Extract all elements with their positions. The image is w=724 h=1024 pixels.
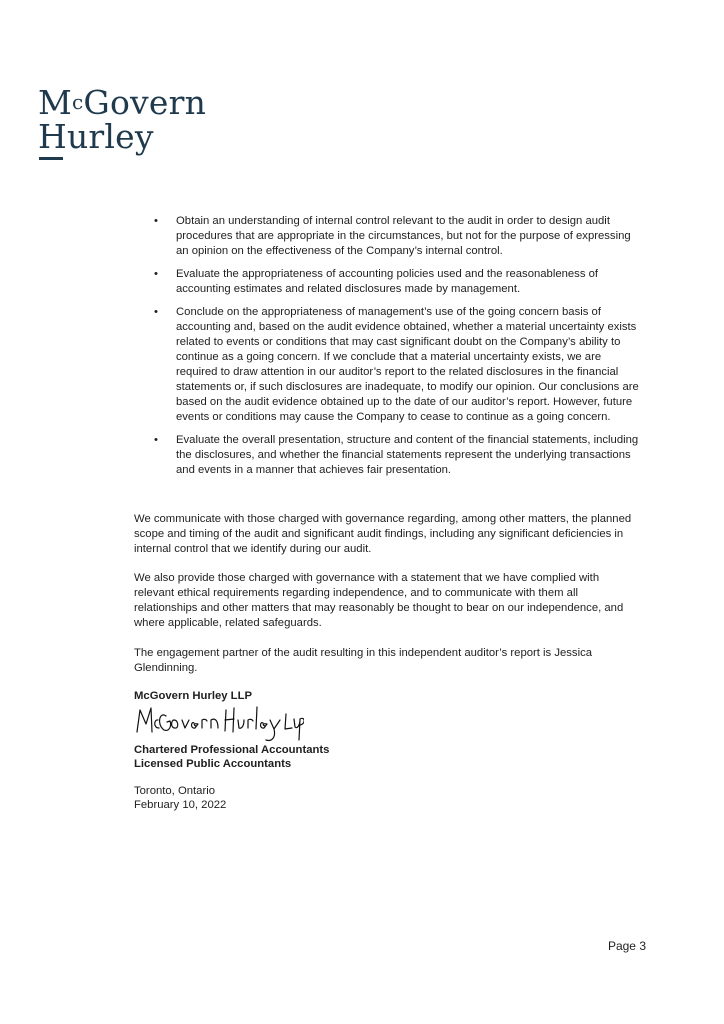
audit-responsibilities-list <box>134 214 640 486</box>
list-item: • Evaluate the appropriateness of accounting policies used and the reasonableness of accounting estimates and related disclosures made by management. <box>154 268 599 295</box>
logo-underline <box>39 157 63 160</box>
designation-cpa: Chartered Professional Accountants <box>134 744 330 756</box>
firm-name: McGovern Hurley LLP <box>134 690 253 702</box>
logo-line-2: Hurley <box>38 117 154 156</box>
company-logo <box>38 83 207 156</box>
list-item: • Obtain an understanding of internal control relevant to the audit in order to design audit procedures that are appropriate in the circumstances, but not for the purpose of expressing an opinion on the effectiveness of the Company’s internal control. <box>154 215 631 257</box>
logo-line-1: $M^cGovern$ <box>38 83 207 122</box>
page-number: Page 3 <box>607 939 646 953</box>
governance-communication-paragraph: We communicate with those charged with governance regarding, among other matters, the planned scope and timing of the audit and significant audit findings, including any significant deficiencies in internal control that we identify during our audit. <box>134 513 632 555</box>
independence-paragraph: We also provide those charged with governance with a statement that we have complied with relevant ethical requirements regarding independence, and to communicate with them all relationships and other matters that may reasonably be thought to bear on our independence, and where applicable, related safeguards. <box>134 572 624 629</box>
location: Toronto, Ontario <box>134 785 216 797</box>
bullet-icon: • <box>154 268 158 280</box>
list-item: • Evaluate the overall presentation, structure and content of the financial statements, including the disclosures, and whether the financial statements represent the underlying transactions and events in a manner that achieves fair presentation. <box>154 434 639 476</box>
bullet-icon: • <box>154 215 158 227</box>
bullet-icon: • <box>154 434 158 446</box>
list-item: • Conclude on the appropriateness of management’s use of the going concern basis of accounting and, based on the audit evidence obtained, whether a material uncertainty exists related to events or conditions that may cast significant doubt on the Company’s ability to continue as a going concern. If we conclude that a material uncertainty exists, we are required to draw attention in our auditor’s report to the related disclosures in the financial statements or, if such disclosures are inadequate, to modify our opinion. Our conclusions are based on the audit evidence obtained up to the date of our auditor’s report. However, future events or conditions may cause the Company to cease to continue as a going concern. <box>154 306 639 423</box>
report-date: February 10, 2022 <box>134 799 227 811</box>
signature <box>134 702 304 744</box>
bullet-icon: • <box>154 306 158 318</box>
engagement-partner-paragraph: The engagement partner of the audit resulting in this independent auditor’s report is Jessica Glendinning. <box>134 647 593 674</box>
designation-lpa: Licensed Public Accountants <box>134 758 292 770</box>
